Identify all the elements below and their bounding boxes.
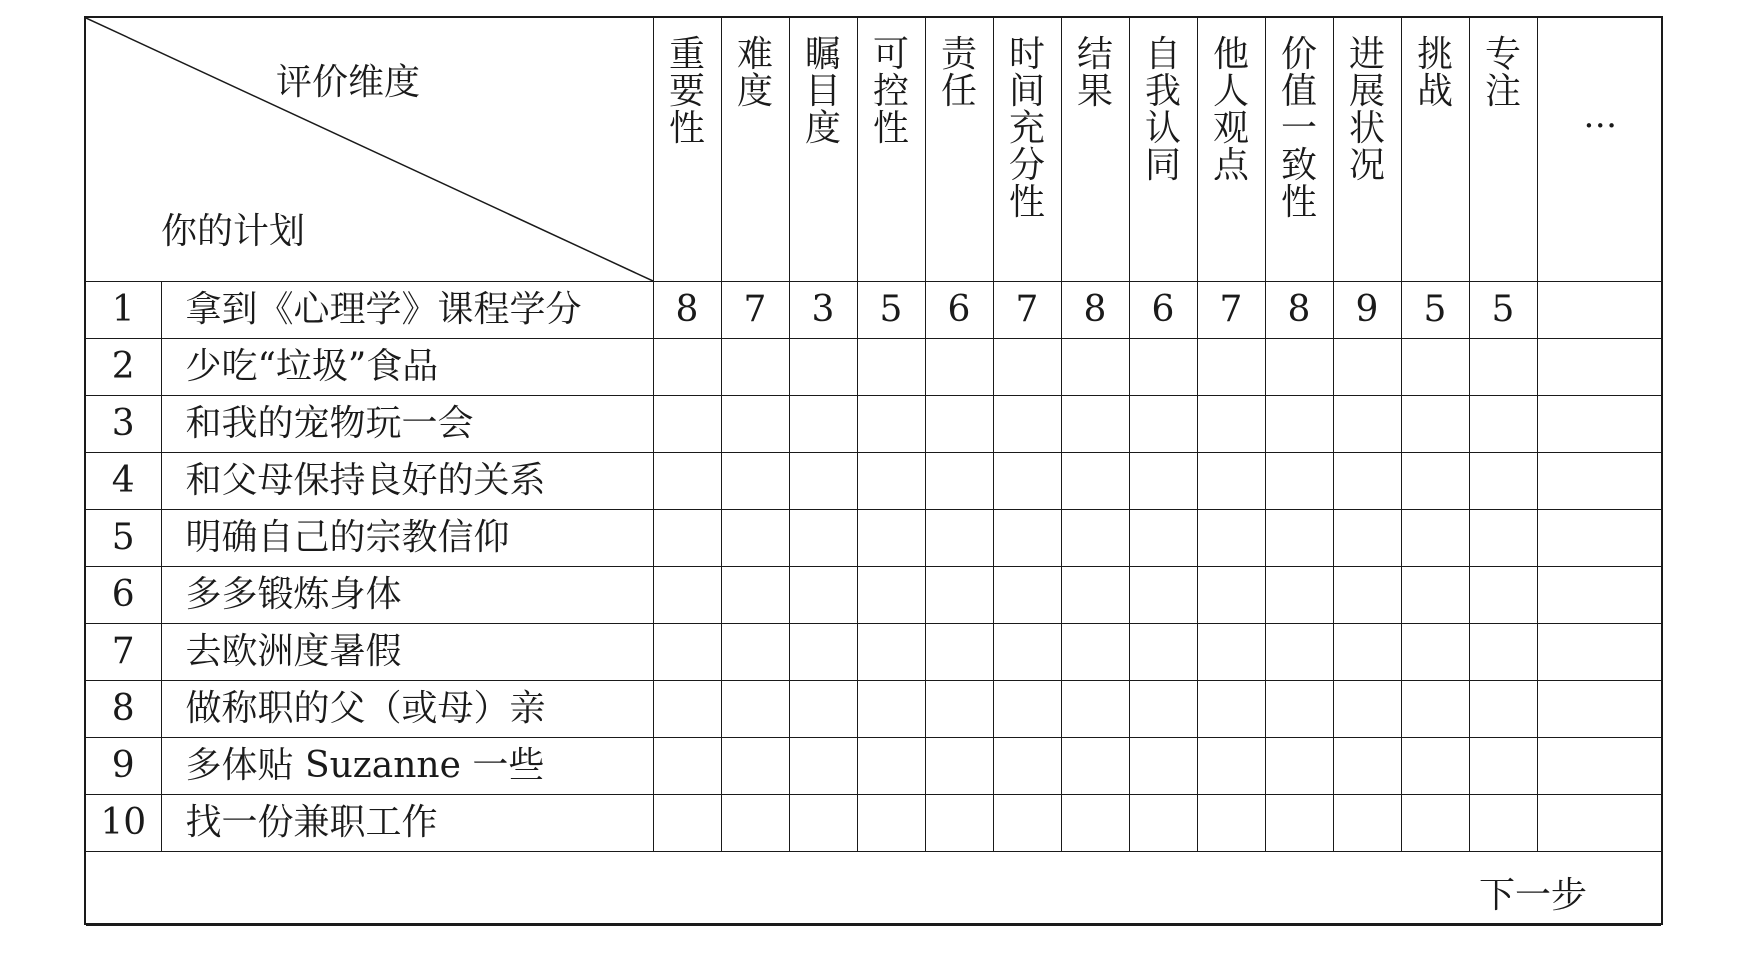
- score-cell[interactable]: [1129, 680, 1197, 737]
- dimension-label: 重要性: [668, 34, 705, 149]
- score-cell[interactable]: [1401, 395, 1469, 452]
- score-cell[interactable]: [857, 395, 925, 452]
- score-cell[interactable]: [993, 623, 1061, 680]
- score-cell[interactable]: [1469, 623, 1537, 680]
- score-cell[interactable]: [1537, 737, 1661, 794]
- score-cell[interactable]: [1537, 566, 1661, 623]
- plan-number: 3: [86, 395, 161, 452]
- score-cell[interactable]: [721, 395, 789, 452]
- dimension-header: [1333, 18, 1401, 281]
- score-cell[interactable]: 6: [925, 281, 993, 338]
- plan-number: 10: [86, 794, 161, 851]
- dimension-header: [1061, 18, 1129, 281]
- score-cell[interactable]: [653, 509, 721, 566]
- table-row: [86, 281, 1661, 338]
- plan-number: 7: [86, 623, 161, 680]
- score-cell[interactable]: [1265, 737, 1333, 794]
- score-cell[interactable]: [789, 338, 857, 395]
- score-cell[interactable]: [1061, 338, 1129, 395]
- dimension-header: [857, 18, 925, 281]
- score-cell[interactable]: [1469, 452, 1537, 509]
- score-cell[interactable]: [1401, 566, 1469, 623]
- score-cell[interactable]: [1197, 737, 1265, 794]
- table-row: [86, 737, 1661, 794]
- dimension-header: [1265, 18, 1333, 281]
- score-cell[interactable]: [857, 680, 925, 737]
- dimension-label: 进展状况: [1348, 34, 1385, 186]
- score-cell[interactable]: [789, 680, 857, 737]
- score-cell[interactable]: 7: [1197, 281, 1265, 338]
- score-cell[interactable]: [1265, 566, 1333, 623]
- score-cell[interactable]: [925, 509, 993, 566]
- evaluation-table-frame: [84, 16, 1663, 925]
- score-cell[interactable]: [1333, 509, 1401, 566]
- score-cell[interactable]: [1469, 680, 1537, 737]
- score-cell[interactable]: 3: [789, 281, 857, 338]
- dimension-label: 自我认同: [1144, 34, 1181, 186]
- score-cell[interactable]: [721, 794, 789, 851]
- score-cell[interactable]: 5: [857, 281, 925, 338]
- score-cell[interactable]: [1265, 680, 1333, 737]
- score-cell[interactable]: [925, 623, 993, 680]
- score-cell[interactable]: [1469, 737, 1537, 794]
- score-cell[interactable]: 5: [1469, 281, 1537, 338]
- score-cell[interactable]: [1469, 794, 1537, 851]
- score-cell[interactable]: [1129, 566, 1197, 623]
- score-cell[interactable]: [1197, 338, 1265, 395]
- score-cell[interactable]: [1537, 509, 1661, 566]
- plan-evaluation-table: [86, 18, 1661, 926]
- score-cell[interactable]: [653, 680, 721, 737]
- score-cell[interactable]: [789, 452, 857, 509]
- score-cell[interactable]: [857, 737, 925, 794]
- plan-axis-label: 你的计划: [161, 211, 306, 252]
- score-cell[interactable]: [1061, 566, 1129, 623]
- score-cell[interactable]: [857, 566, 925, 623]
- dimension-label: 难度: [736, 34, 773, 112]
- score-cell[interactable]: [1129, 623, 1197, 680]
- dimension-header: [653, 18, 721, 281]
- score-cell[interactable]: [1265, 623, 1333, 680]
- score-cell[interactable]: [925, 680, 993, 737]
- dimension-label: 他人观点: [1212, 34, 1249, 186]
- score-cell[interactable]: [1333, 452, 1401, 509]
- plan-text: 和我的宠物玩一会: [161, 395, 653, 452]
- score-cell[interactable]: [1537, 338, 1661, 395]
- score-cell[interactable]: [925, 566, 993, 623]
- dimension-label: 责任: [940, 34, 977, 112]
- score-cell[interactable]: [1197, 452, 1265, 509]
- score-cell[interactable]: [653, 395, 721, 452]
- score-cell[interactable]: [1401, 680, 1469, 737]
- score-cell[interactable]: [653, 338, 721, 395]
- table-row: [86, 338, 1661, 395]
- score-cell[interactable]: [1129, 452, 1197, 509]
- table-row: [86, 623, 1661, 680]
- score-cell[interactable]: [1537, 680, 1661, 737]
- score-cell[interactable]: [789, 623, 857, 680]
- score-cell[interactable]: [857, 338, 925, 395]
- score-cell[interactable]: [789, 509, 857, 566]
- score-cell[interactable]: [1061, 509, 1129, 566]
- score-cell[interactable]: [653, 794, 721, 851]
- score-cell[interactable]: [1333, 566, 1401, 623]
- dimension-header: [925, 18, 993, 281]
- score-cell[interactable]: 7: [993, 281, 1061, 338]
- plan-text: 明确自己的宗教信仰: [161, 509, 653, 566]
- table-row: [86, 395, 1661, 452]
- score-cell[interactable]: [1265, 338, 1333, 395]
- plan-rows: [86, 281, 1661, 851]
- score-cell[interactable]: [857, 452, 925, 509]
- score-cell[interactable]: [1401, 509, 1469, 566]
- score-cell[interactable]: [925, 452, 993, 509]
- score-cell[interactable]: [1197, 566, 1265, 623]
- more-dimensions-header: …: [1537, 18, 1661, 281]
- score-cell[interactable]: [1061, 737, 1129, 794]
- score-cell[interactable]: [1129, 338, 1197, 395]
- score-cell[interactable]: [1537, 623, 1661, 680]
- score-cell[interactable]: [1129, 395, 1197, 452]
- score-cell[interactable]: [1129, 737, 1197, 794]
- score-cell[interactable]: [653, 737, 721, 794]
- score-cell[interactable]: [789, 566, 857, 623]
- score-cell[interactable]: [1333, 623, 1401, 680]
- score-cell[interactable]: [1197, 623, 1265, 680]
- score-cell[interactable]: [1333, 395, 1401, 452]
- score-cell[interactable]: [1401, 452, 1469, 509]
- dimension-label: 时间充分性: [1008, 34, 1045, 223]
- score-cell[interactable]: [993, 509, 1061, 566]
- corner-header-cell: [86, 18, 653, 281]
- score-cell[interactable]: [1333, 737, 1401, 794]
- score-cell[interactable]: [925, 794, 993, 851]
- score-cell[interactable]: [1401, 623, 1469, 680]
- score-cell[interactable]: 5: [1401, 281, 1469, 338]
- dimension-label: 专注: [1484, 34, 1521, 112]
- score-cell[interactable]: [1197, 794, 1265, 851]
- score-cell[interactable]: [993, 566, 1061, 623]
- score-cell[interactable]: [721, 737, 789, 794]
- score-cell[interactable]: [1333, 680, 1401, 737]
- score-cell[interactable]: [1537, 281, 1661, 338]
- score-cell[interactable]: 8: [1265, 281, 1333, 338]
- dimension-header: [1469, 18, 1537, 281]
- score-cell[interactable]: [1537, 395, 1661, 452]
- score-cell[interactable]: [1469, 338, 1537, 395]
- score-cell[interactable]: [721, 566, 789, 623]
- score-cell[interactable]: [857, 509, 925, 566]
- footer-row: [86, 851, 1661, 925]
- next-step-button[interactable]: 下一步: [1478, 874, 1587, 916]
- dimension-label: 挑战: [1416, 34, 1453, 112]
- score-cell[interactable]: [1265, 509, 1333, 566]
- table-row: [86, 680, 1661, 737]
- dimension-label: 结果: [1076, 34, 1113, 112]
- score-cell[interactable]: [1061, 680, 1129, 737]
- dimension-label: 瞩目度: [804, 34, 841, 149]
- score-cell[interactable]: [993, 338, 1061, 395]
- score-cell[interactable]: 7: [721, 281, 789, 338]
- table-row: [86, 509, 1661, 566]
- dimension-header: [1401, 18, 1469, 281]
- plan-text: 去欧洲度暑假: [161, 623, 653, 680]
- score-cell[interactable]: [1129, 794, 1197, 851]
- plan-number: 8: [86, 680, 161, 737]
- score-cell[interactable]: [1469, 566, 1537, 623]
- score-cell[interactable]: [1061, 395, 1129, 452]
- table-row: [86, 566, 1661, 623]
- score-cell[interactable]: 8: [1061, 281, 1129, 338]
- dimension-label: 可控性: [872, 34, 909, 149]
- score-cell[interactable]: [1265, 395, 1333, 452]
- footer-cell: [86, 851, 1661, 925]
- score-cell[interactable]: [857, 623, 925, 680]
- dimension-axis-label: 评价维度: [276, 62, 421, 103]
- score-cell[interactable]: [993, 680, 1061, 737]
- score-cell[interactable]: [857, 794, 925, 851]
- plan-text: 做称职的父（或母）亲: [161, 680, 653, 737]
- score-cell[interactable]: [653, 452, 721, 509]
- score-cell[interactable]: [1537, 794, 1661, 851]
- plan-text: 多多锻炼身体: [161, 566, 653, 623]
- score-cell[interactable]: [1401, 338, 1469, 395]
- table-row: [86, 794, 1661, 851]
- score-cell[interactable]: 9: [1333, 281, 1401, 338]
- score-cell[interactable]: [1197, 395, 1265, 452]
- score-cell[interactable]: [1469, 395, 1537, 452]
- score-cell[interactable]: [1333, 794, 1401, 851]
- score-cell[interactable]: [993, 395, 1061, 452]
- score-cell[interactable]: [925, 737, 993, 794]
- header-row: [86, 18, 1661, 281]
- plan-number: 1: [86, 281, 161, 338]
- score-cell[interactable]: [1197, 680, 1265, 737]
- score-cell[interactable]: [1537, 452, 1661, 509]
- score-cell[interactable]: [653, 566, 721, 623]
- dimension-header: [721, 18, 789, 281]
- score-cell[interactable]: [993, 452, 1061, 509]
- plan-text: 拿到《心理学》课程学分: [161, 281, 653, 338]
- table-row: [86, 452, 1661, 509]
- score-cell[interactable]: [721, 680, 789, 737]
- plan-text: 和父母保持良好的关系: [161, 452, 653, 509]
- score-cell[interactable]: [721, 452, 789, 509]
- score-cell[interactable]: 8: [653, 281, 721, 338]
- score-cell[interactable]: [1265, 794, 1333, 851]
- plan-number: 6: [86, 566, 161, 623]
- plan-number: 2: [86, 338, 161, 395]
- score-cell[interactable]: [1129, 509, 1197, 566]
- score-cell[interactable]: [1401, 794, 1469, 851]
- score-cell[interactable]: [721, 509, 789, 566]
- score-cell[interactable]: [1061, 794, 1129, 851]
- plan-text: 找一份兼职工作: [161, 794, 653, 851]
- plan-number: 4: [86, 452, 161, 509]
- dimension-header: [789, 18, 857, 281]
- score-cell[interactable]: [1197, 509, 1265, 566]
- dimension-header: [993, 18, 1061, 281]
- score-cell[interactable]: [993, 737, 1061, 794]
- score-cell[interactable]: [1061, 623, 1129, 680]
- score-cell[interactable]: [653, 623, 721, 680]
- score-cell[interactable]: [1401, 737, 1469, 794]
- dimension-label: 价值一致性: [1280, 34, 1317, 223]
- score-cell[interactable]: [721, 338, 789, 395]
- score-cell[interactable]: [993, 794, 1061, 851]
- score-cell[interactable]: [1265, 452, 1333, 509]
- score-cell[interactable]: [925, 395, 993, 452]
- plan-number: 5: [86, 509, 161, 566]
- score-cell[interactable]: [1061, 452, 1129, 509]
- score-cell[interactable]: [721, 623, 789, 680]
- score-cell[interactable]: 6: [1129, 281, 1197, 338]
- score-cell[interactable]: [789, 395, 857, 452]
- plan-text: 少吃“垃圾”食品: [161, 338, 653, 395]
- plan-text: 多体贴 Suzanne 一些: [161, 737, 653, 794]
- score-cell[interactable]: [789, 737, 857, 794]
- score-cell[interactable]: [1333, 338, 1401, 395]
- score-cell[interactable]: [925, 338, 993, 395]
- score-cell[interactable]: [789, 794, 857, 851]
- score-cell[interactable]: [1469, 509, 1537, 566]
- dimension-header: [1197, 18, 1265, 281]
- plan-number: 9: [86, 737, 161, 794]
- dimension-header: [1129, 18, 1197, 281]
